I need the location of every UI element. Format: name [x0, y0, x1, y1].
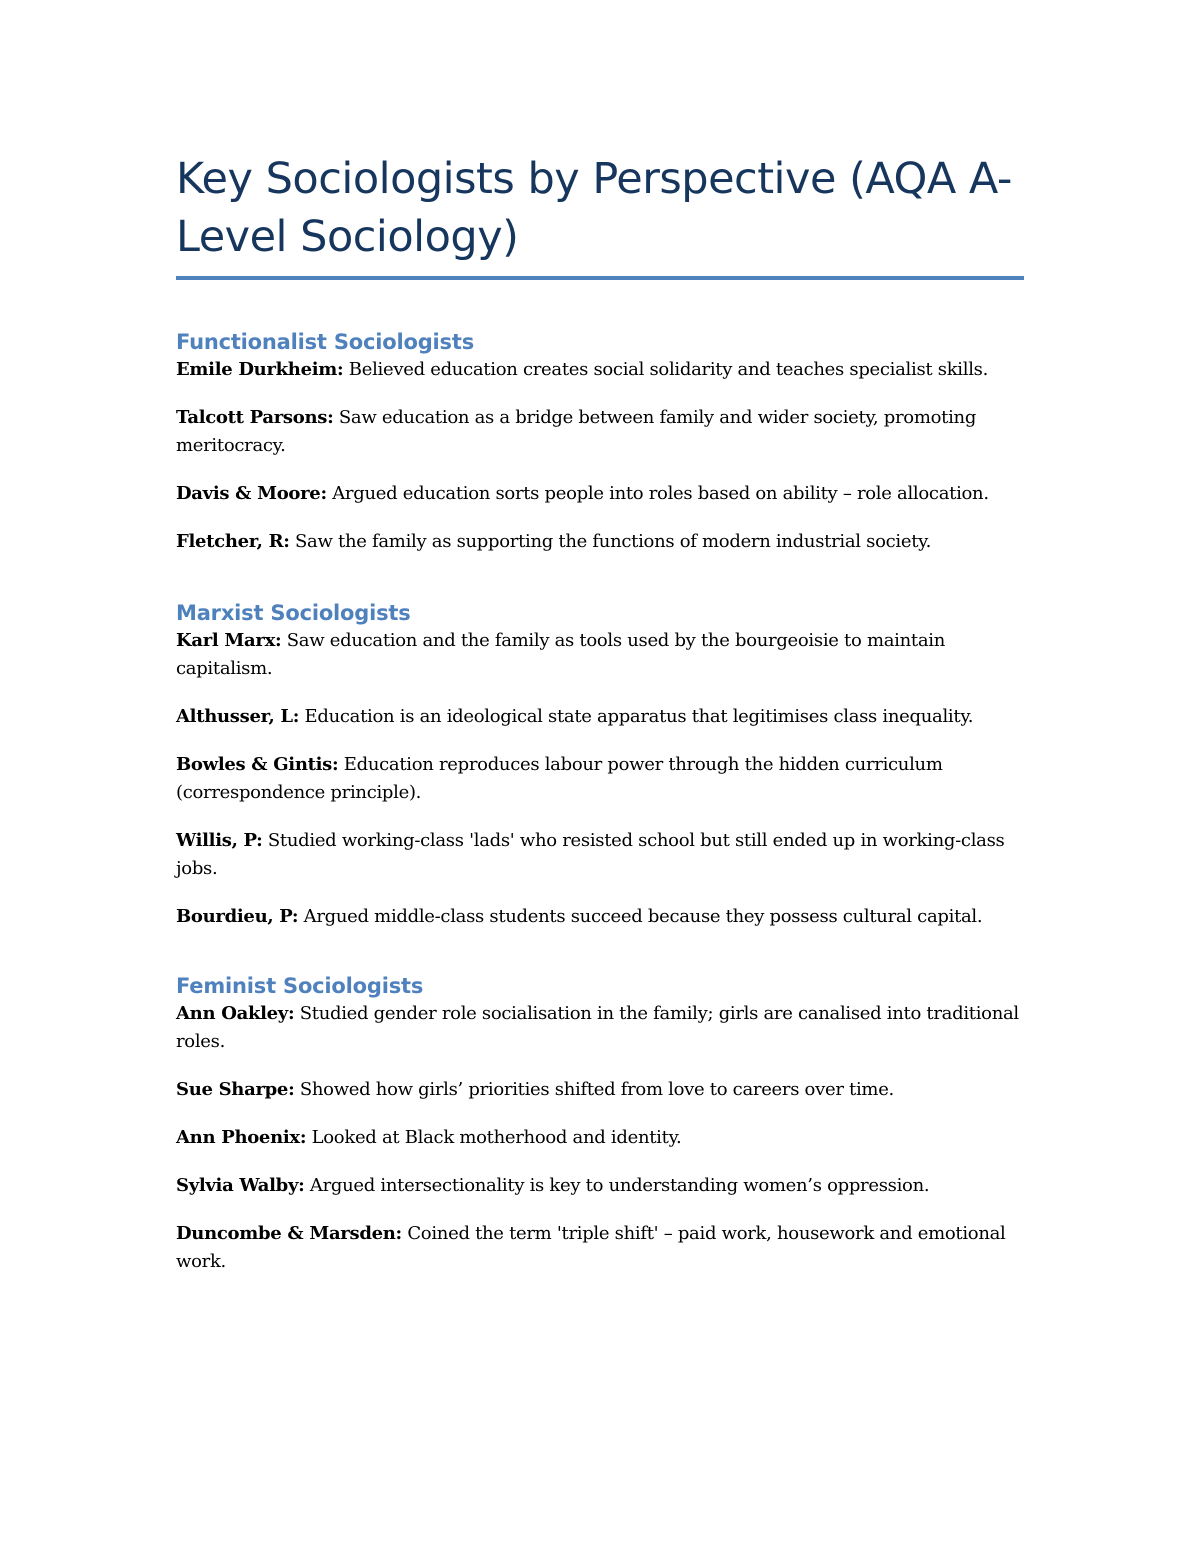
entry-name: Sue Sharpe:	[176, 1079, 295, 1100]
entry-name: Ann Phoenix:	[176, 1127, 307, 1148]
entry-phoenix	[176, 1124, 1024, 1152]
entry-althusser	[176, 703, 1024, 731]
entry-text: Showed how girls’ priorities shifted from love to careers over time.	[294, 1079, 894, 1100]
entry-bourdieu	[176, 903, 1024, 931]
entry-text: Saw education as a bridge between family and wider society, promoting meritocracy.	[176, 407, 977, 456]
entry-bowles-gintis	[176, 751, 1024, 807]
section-functionalist	[176, 328, 1024, 556]
entry-text: Coined the term 'triple shift' – paid work, housework and emotional work.	[176, 1223, 1006, 1272]
entry-text: Believed education creates social solidarity and teaches specialist skills.	[343, 359, 989, 380]
entry-text: Argued intersectionality is key to understanding women’s oppression.	[304, 1175, 930, 1196]
entry-willis	[176, 827, 1024, 883]
entry-text: Studied working-class 'lads' who resisted school but still ended up in working-class jobs.	[176, 830, 1005, 879]
entry-walby	[176, 1172, 1024, 1200]
entry-name: Althusser, L:	[176, 706, 300, 727]
entry-fletcher	[176, 528, 1024, 556]
entry-text: Education reproduces labour power through the hidden curriculum (correspondence principle).	[176, 754, 943, 803]
entry-parsons	[176, 404, 1024, 460]
section-heading: Feminist Sociologists	[176, 974, 424, 998]
entry-name: Bowles & Gintis:	[176, 754, 339, 775]
entry-name: Emile Durkheim:	[176, 359, 344, 380]
entry-davis-moore	[176, 480, 1024, 508]
entry-name: Ann Oakley:	[176, 1003, 295, 1024]
section-feminist	[176, 972, 1024, 1276]
entry-duncombe-marsden	[176, 1220, 1024, 1276]
entry-name: Davis & Moore:	[176, 483, 327, 504]
section-marxist	[176, 599, 1024, 931]
entry-text: Argued middle-class students succeed because they possess cultural capital.	[298, 906, 983, 927]
entry-durkheim	[176, 356, 1024, 384]
entry-text: Studied gender role socialisation in the family; girls are canalised into traditional roles.	[176, 1003, 1019, 1052]
entry-name: Willis, P:	[176, 830, 263, 851]
entry-name: Fletcher, R:	[176, 531, 290, 552]
entry-name: Duncombe & Marsden:	[176, 1223, 402, 1244]
entry-text: Argued education sorts people into roles based on ability – role allocation.	[326, 483, 989, 504]
entry-name: Talcott Parsons:	[176, 407, 334, 428]
entry-oakley	[176, 1000, 1024, 1056]
entry-text: Looked at Black motherhood and identity.	[306, 1127, 682, 1148]
entry-sharpe	[176, 1076, 1024, 1104]
entry-name: Karl Marx:	[176, 630, 282, 651]
section-heading: Functionalist Sociologists	[176, 330, 474, 354]
section-heading: Marxist Sociologists	[176, 601, 411, 625]
entry-text: Saw the family as supporting the functions of modern industrial society.	[289, 531, 932, 552]
entry-text: Saw education and the family as tools used by the bourgeoisie to maintain capitalism.	[176, 630, 946, 679]
document-page	[176, 0, 1024, 1296]
document-title: Key Sociologists by Perspective (AQA A-Level Sociology)	[176, 150, 1024, 280]
entry-name: Sylvia Walby:	[176, 1175, 305, 1196]
entry-marx	[176, 627, 1024, 683]
entry-text: Education is an ideological state apparatus that legitimises class inequality.	[299, 706, 974, 727]
entry-name: Bourdieu, P:	[176, 906, 299, 927]
